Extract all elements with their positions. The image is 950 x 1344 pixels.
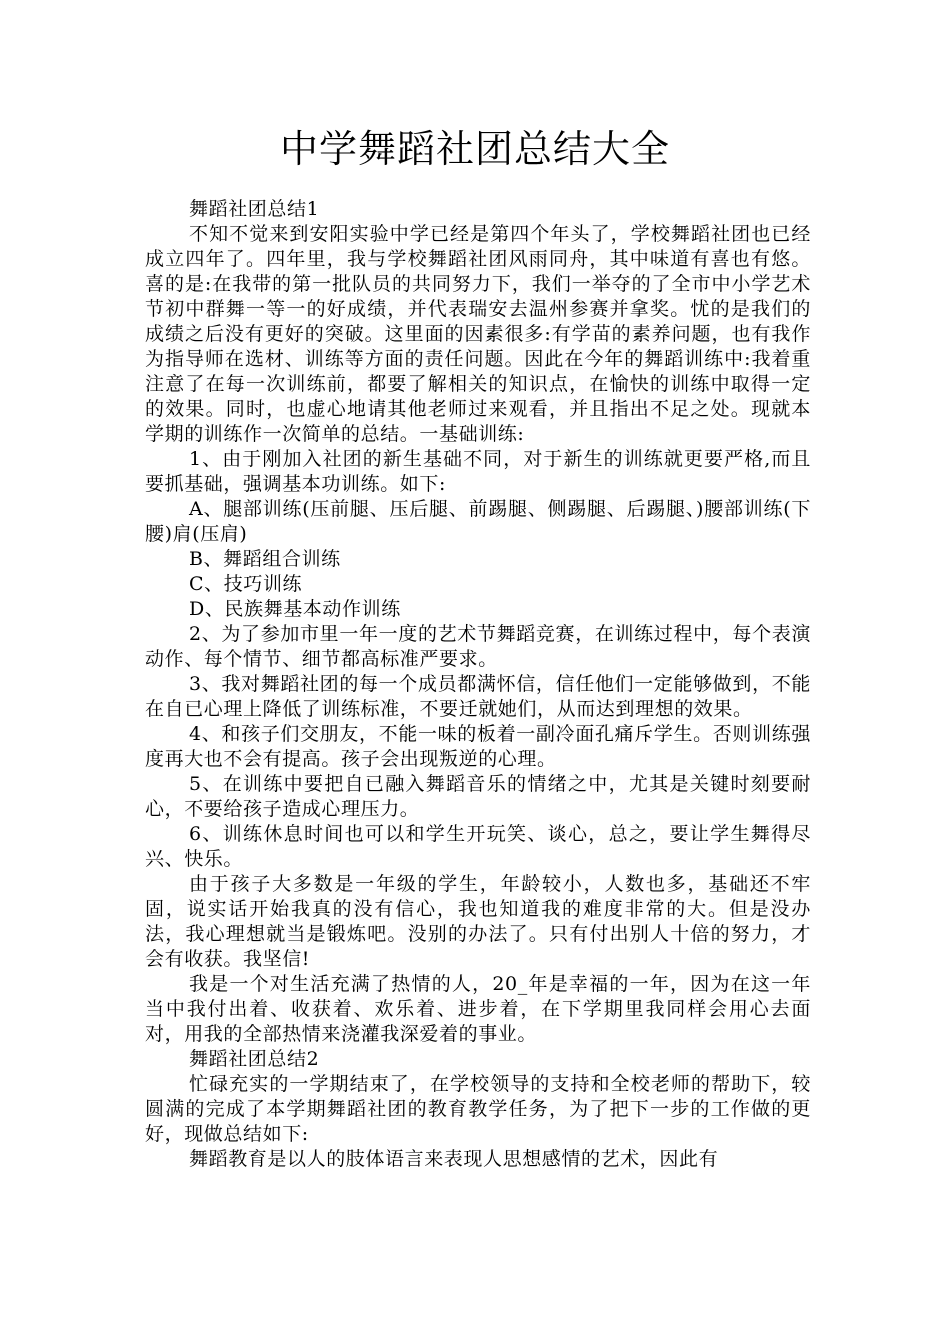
list-item: C、技巧训练 (189, 573, 303, 595)
list-item: 4、和孩子们交朋友，不能一味的板着一副冷面孔痛斥学生。否则训练强度再大也不会有提高。孩子会出现叛逆的心理。 (145, 723, 811, 770)
paragraph: 不知不觉来到安阳实验中学已经是第四个年头了，学校舞蹈社团也已经成立四年了。四年里，我与学校舞蹈社团风雨同舟，其中味道有喜也有悠。喜的是:在我带的第一批队员的共同努力下，我们一举夺的了全市中小学艺术节初中群舞一等一的好成绩，并代表瑞安去温州参赛并拿奖。忧的是我们的成绩之后没有更好的突破。这里面的因素很多:有学苗的素养问题，也有我作为指导师在选材、训练等方面的责任问题。因此在今年的舞蹈训练中:我着重注意了在每一次训练前，都要了解相关的知识点，在愉快的训练中取得一定的效果。同时，也虚心地请其他老师过来观看，并且指出不足之处。现就本学期的训练作一次简单的总结。一基础训练: (145, 223, 811, 445)
paragraph: 舞蹈教育是以人的肢体语言来表现人思想感情的艺术，因此有 (189, 1148, 719, 1170)
list-item: D、民族舞基本动作训练 (189, 598, 401, 620)
list-item: 2、为了参加市里一年一度的艺术节舞蹈竞赛，在训练过程中，每个表演动作、每个情节、细节都高标准严要求。 (145, 623, 811, 670)
list-item: 3、我对舞蹈社团的每一个成员都满怀信，信任他们一定能够做到，不能在自已心理上降低了训练标准，不要迁就她们，从而达到理想的效果。 (145, 673, 811, 720)
list-item: B、舞蹈组合训练 (189, 548, 341, 570)
paragraph: 我是一个对生活充满了热情的人，20_年是幸福的一年，因为在这一年当中我付出着、收获着、欢乐着、进步着，在下学期里我同样会用心去面对，用我的全部热情来浇灌我深爱着的事业。 (145, 973, 811, 1045)
section-heading-2: 舞蹈社团总结2 (189, 1048, 320, 1070)
list-item: 6、训练休息时间也可以和学生开玩笑、谈心，总之，要让学生舞得尽兴、快乐。 (145, 823, 811, 870)
document-body (145, 197, 811, 1172)
document-title: 中学舞蹈社团总结大全 (279, 127, 670, 171)
list-item: 1、由于刚加入社团的新生基础不同，对于新生的训练就更要严格,而且要抓基础，强调基本功训练。如下: (145, 448, 811, 495)
paragraph: 由于孩子大多数是一年级的学生，年龄较小，人数也多，基础还不牢固，说实话开始我真的没有信心，我也知道我的难度非常的大。但是没办法，我心理想就当是锻炼吧。没别的办法了。只有付出别人十倍的努力，才会有收获。我坚信! (145, 873, 811, 970)
section-heading-1: 舞蹈社团总结1 (189, 198, 320, 220)
list-item: A、腿部训练(压前腿、压后腿、前踢腿、侧踢腿、后踢腿、)腰部训练(下腰)肩(压肩) (145, 498, 811, 545)
paragraph: 忙碌充实的一学期结束了，在学校领导的支持和全校老师的帮助下，较圆满的完成了本学期舞蹈社团的教育教学任务，为了把下一步的工作做的更好，现做总结如下: (145, 1073, 811, 1145)
list-item: 5、在训练中要把自已融入舞蹈音乐的情绪之中，尤其是关键时刻要耐心，不要给孩子造成心理压力。 (145, 773, 811, 820)
